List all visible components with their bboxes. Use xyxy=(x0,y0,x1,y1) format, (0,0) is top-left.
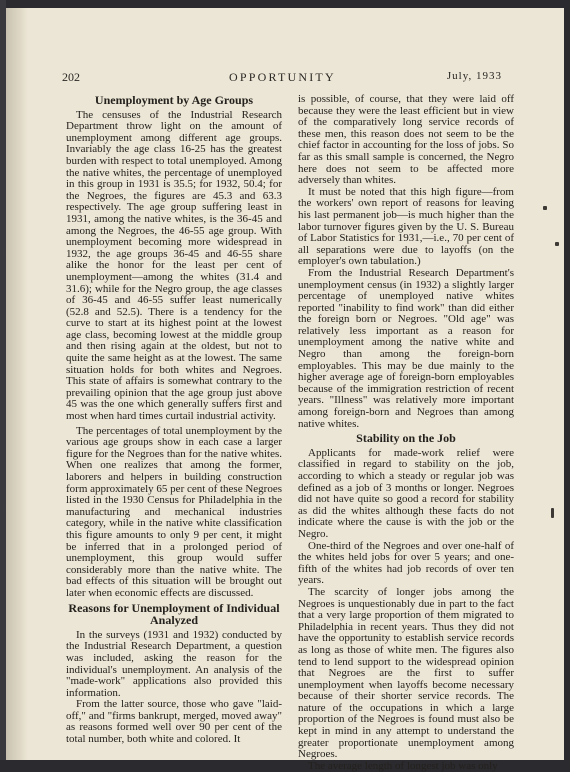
paragraph: The percentages of total unemployment by the various age groups show in each case a larger figure for the Negroes than for the native whites. When one realizes that among the former, laborers and helpers in building construction form approximately 65 per cent of these Negroes listed in the 1930 Census for Philadelphia in the manufacturing and mechanical industries category, while in the native white classification this figure amounts to only 9 per cent, it might be inferred that in a prolonged period of unemployment, this group would suffer considerably more than the native white. The bad effects of this situation will be brought out later when economic effects are discussed. xyxy=(66,424,282,599)
paragraph: In the surveys (1931 and 1932) conducted by the Industrial Research Department, a question was included, asking the reason for the individual's unemployment. An analysis of the "made-work" applications also provided this information. xyxy=(66,628,282,699)
paragraph: From the latter source, those who gave "laid-off," and "firms bankrupt, merged, moved away" as reasons formed well over 90 per cent of the total number, both white and colored. It xyxy=(66,698,282,746)
right-column xyxy=(298,94,514,772)
paragraph: Applicants for made-work relief were classified in regard to stability on the job, according to which a steady or regular job was defined as a job of 3 months or longer. Negroes did not have quite so good a record for stability as did the whites although these facts do not indicate where the cause is with the job or the Negro. xyxy=(298,446,514,540)
left-column xyxy=(66,94,282,746)
paragraph: The average length of longest job was only xyxy=(308,759,498,772)
margin-speck xyxy=(555,242,559,246)
margin-speck xyxy=(543,206,547,210)
page-number: 202 xyxy=(62,70,80,84)
magazine-page xyxy=(6,8,564,772)
issue-date: July, 1933 xyxy=(446,70,502,82)
paragraph: It must be noted that this high figure—from the workers' own report of reasons for leaving his last permanent job—is much higher than the labor turnover figures given by the U. S. Bureau of Labor Statistics for 1931,—i.e., 70 per cent of all separations were due to layoffs (on the employer's own tabulation.) xyxy=(298,185,514,268)
running-header xyxy=(62,70,502,86)
paragraph: From the Industrial Research Department's unemployment census (in 1932) a slightly larger percentage of unemployed native whites reported "inability to find work" than did either the foreign born or Negroes. "Old age" was relatively less important as a reason for unemployment among the native white and Negro than among the foreign-born employables. This may be due mainly to the higher average age of foreign-born employables because of the immigration restriction of recent years. "Illness" was relatively more important among foreign-born and Negroes than among native whites. xyxy=(298,266,514,430)
section-heading-age-groups: Unemployment by Age Groups xyxy=(94,93,254,107)
paragraph: The censuses of the Industrial Research Department throw light on the amount of unemployment among different age groups. Invariably the age class 16-25 has the greatest burden with respect to total unemployed. Among the native whites, the percentage of unemployed in this group in 1931 is 35.5; for 1932, 50.4; for the Negroes, the figures are 45.3 and 63.3 respectively. The age group suffering least in 1931, among the native whites, is the 36-45 and among the Negroes, the 46-55 age group. With unemployment becoming more widespread in 1932, the age groups 36-45 and 46-55 share alike the honor for the least per cent of unemployment—among the whites (31.4 and 31.6); while for the Negro group, the age classes of 36-45 and 46-55 suffer least numerically (52.8 and 52.5). There is a tendency for the curve to start at its highest point at the lowest age class, becoming lowest at the middle group and then rising again at the oldest, but not to quite the same height as at the lowest. The same situation holds for both whites and Negroes. This state of affairs is somewhat contrary to the prevailing opinion that the age group just above 45 was the one which generally suffers first and most when hard times curtail industrial activity. xyxy=(66,108,282,423)
section-heading-stability: Stability on the Job xyxy=(356,431,456,446)
paragraph: is possible, of course, that they were laid off because they were the least efficient but in view of the comparatively long service records of these men, this reason does not seem to be the chief factor in accounting for the loss of jobs. So far as this small sample is concerned, the Negro here does not seem to be affected more adversely than whites. xyxy=(298,93,514,187)
page-gutter xyxy=(6,8,28,760)
journal-title: OPPORTUNITY xyxy=(229,70,336,84)
paragraph: The scarcity of longer jobs among the Negroes is unquestionably due in part to the fact that a very large proportion of them migrated to Philadelphia in recent years. Thus they did not have the opportunity to establish service records as long as those of white men. The figures also tend to lend support to the widespread opinion that Negroes are the first to suffer unemployment when layoffs become necessary because of their shorter service records. The nature of the occupations in which a large proportion of the Negroes is found must also be kept in mind in any attempt to understand the greater proportionate unemployment among Negroes. xyxy=(298,585,514,761)
paragraph: One-third of the Negroes and over one-half of the whites held jobs for over 5 years; and one-fifth of the whites had job records of over ten years. xyxy=(298,539,514,587)
margin-mark xyxy=(551,508,554,518)
section-heading-reasons: Reasons for Unemployment of Individual Analyzed xyxy=(68,600,280,628)
